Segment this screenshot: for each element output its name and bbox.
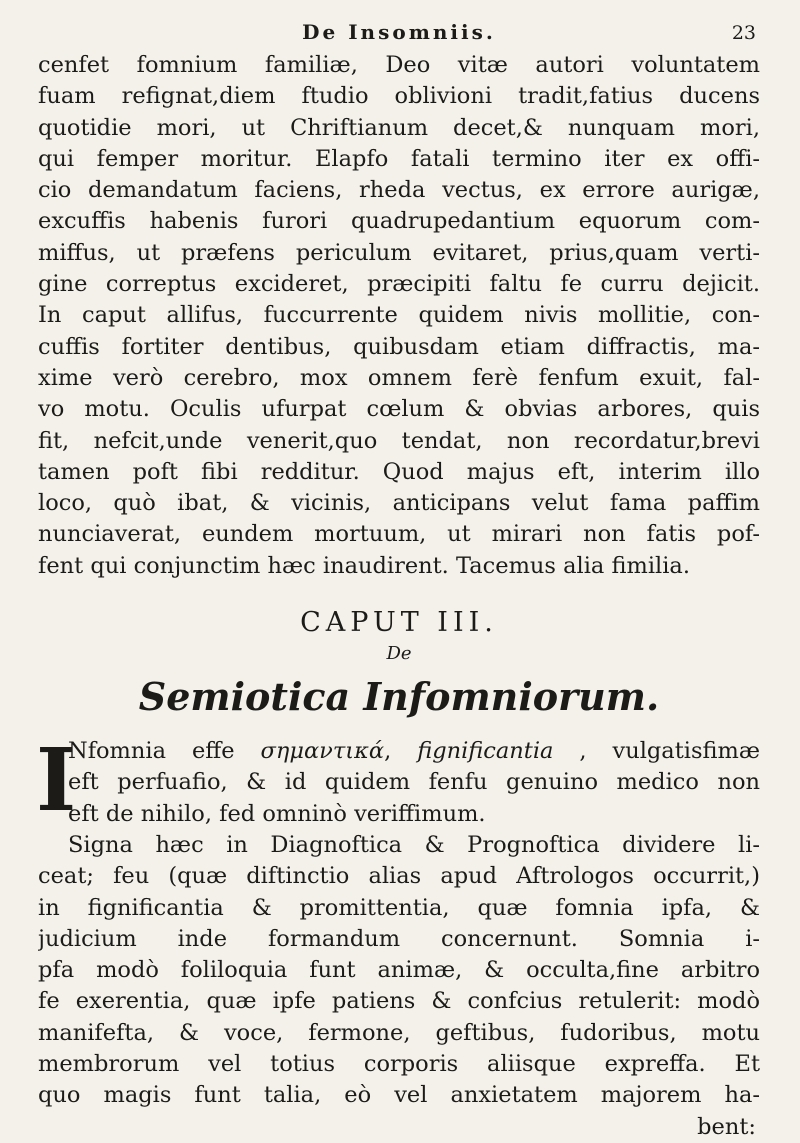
- text-line: nunciaverat, eundem mortuum, ut mirari non fatis pof-: [38, 521, 760, 548]
- text-line: membrorum vel totius corporis aliisque expreffa. Et: [38, 1051, 760, 1078]
- text-line: pfa modò foliloquia funt animæ, & occulta,fine arbitro: [38, 957, 760, 984]
- paragraph-2: [36, 730, 760, 832]
- text-segment: Nfomnia effe: [68, 738, 235, 765]
- text-line: gine correptus excideret, præcipiti faltu fe curru dejicit.: [38, 271, 760, 298]
- section-heading: Semiotica Infomniorum.: [138, 674, 660, 720]
- text-line: excuffis habenis furori quadrupedantium equorum com-: [38, 208, 760, 235]
- text-line: ceat; feu (quæ diftinctio alias apud Aftrologos occurrit,): [38, 863, 760, 890]
- text-line: loco, quò ibat, & vicinis, anticipans velut fama paffim: [38, 490, 760, 517]
- greek-word: σημαντικά: [260, 738, 385, 765]
- text-line: quotidie mori, ut Chriftianum decet,& nunquam mori,: [38, 114, 760, 141]
- text-line: eft de nihilo, fed omninò veriffimum.: [68, 800, 486, 827]
- text-line: fent qui conjunctim hæc inaudirent. Tacemus alia fimilia.: [38, 552, 690, 579]
- text-line: in fignificantia & promittentia, quæ fomnia ipfa, &: [38, 894, 760, 921]
- italic-word: fignificantia: [417, 738, 554, 765]
- catchword: bent:: [697, 1113, 756, 1140]
- text-line: fuam refignat,diem ftudio oblivioni tradit,fatius ducens: [38, 83, 760, 110]
- chapter-subtitle: De: [386, 643, 412, 665]
- text-line: Signa hæc in Diagnoftica & Prognoftica dividere li-: [68, 831, 760, 858]
- text-line: cenfet fomnium familiæ, Deo vitæ autori voluntatem: [38, 52, 760, 78]
- text-line: vo motu. Oculis ufurpat cœlum & obvias arbores, quis: [38, 396, 760, 423]
- text-line: miffus, ut præfens periculum evitaret, prius,quam verti-: [38, 239, 760, 266]
- text-line: In caput allifus, fuccurrente quidem nivis mollitie, con-: [38, 302, 760, 329]
- text-line: quo magis funt talia, eò vel anxietatem majorem ha-: [38, 1082, 760, 1109]
- paragraph-3: [38, 830, 760, 1112]
- page-number: 23: [731, 22, 756, 44]
- text-line: qui femper moritur. Elapfo fatali termino iter ex offi-: [38, 145, 760, 172]
- running-title: De Insomniis.: [302, 20, 496, 44]
- chapter-title: CAPUT III.: [300, 607, 498, 639]
- text-line: Nfomnia effe σημαντικά, fignificantia , vulgatisfimæ: [68, 738, 760, 765]
- text-line: cio demandatum faciens, rheda vectus, ex errore aurigæ,: [38, 177, 760, 204]
- text-line: tamen poft fibi redditur. Quod majus eft, interim illo: [38, 458, 760, 485]
- drop-cap: I: [36, 730, 77, 832]
- text-line: manifefta, & voce, fermone, geftibus, fudoribus, motu: [38, 1019, 760, 1046]
- text-line: fit, nefcit,unde venerit,quo tendat, non recordatur,brevi: [38, 427, 760, 454]
- text-line: judicium inde formandum concernunt. Somnia i-: [38, 925, 760, 952]
- text-line: eft perfuafio, & id quidem fenfu genuino medico non: [68, 769, 760, 796]
- paragraph-1: [38, 50, 760, 582]
- text-segment: , vulgatisfimæ: [579, 738, 760, 765]
- text-line: cuffis fortiter dentibus, quibusdam etiam diffractis, ma-: [38, 333, 760, 360]
- text-line: fe exerentia, quæ ipfe patiens & confcius retulerit: modò: [38, 988, 760, 1015]
- running-head: [38, 14, 760, 50]
- text-line: xime verò cerebro, mox omnem ferè fenfum exuit, fal-: [38, 364, 760, 391]
